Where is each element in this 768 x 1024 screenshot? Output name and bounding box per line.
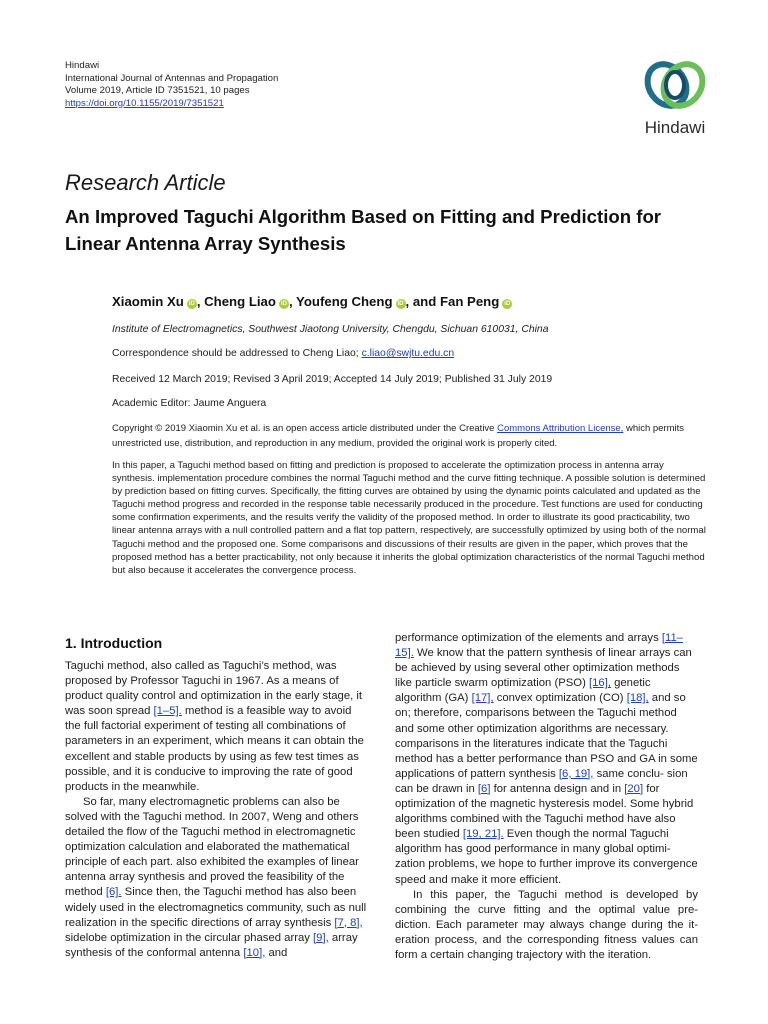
author-list <box>112 294 512 309</box>
abstract: In this paper, a Taguchi method based on fitting and prediction is proposed to accelerate the optimization process in antenna array synthesis. implementation procedure combines the normal Taguchi method and the curve fitting technique. A possible solution is determined by prediction based on fitting curves. Specifically, the fitting curves are obtained by using the dynamic points calculated and updated as the Taguchi method progress and recorded in the response table necessarily produced in the procedure. Test functions are used for conducting some confirmation experiments, and the results verify the validity of the proposed method. In order to illustrate its good practicability, two linear antenna arrays with a null controlled pattern and a flat top pattern, respectively, are successfully optimized by using both of the normal Taguchi method and the proposed one. Some comparisons and discussions of their results are given in the paper, which proves that the proposed method has a better practicability, not only because it inherits the global optimization characteristics of the normal Taguchi method but also because it accelerates the convergence process. <box>112 460 706 576</box>
paragraph-text: performance optimization of the elements and arrays <box>395 632 662 644</box>
author-name[interactable]: Cheng Liao <box>204 294 276 309</box>
author-name[interactable]: Fan Peng <box>439 294 500 309</box>
paragraph-text: genetic algorithm (GA) <box>395 677 651 705</box>
publisher-name: Hindawi <box>65 60 100 71</box>
author-separator: , <box>196 294 205 309</box>
author-name[interactable]: Youfeng Cheng <box>296 294 393 309</box>
paragraph-text: convex optimization (CO) <box>493 692 627 705</box>
hindawi-rings-logo-icon <box>635 56 715 112</box>
correspondence <box>112 348 454 359</box>
article-type: Research Article <box>65 170 226 195</box>
section-heading: 1. Introduction <box>65 635 163 651</box>
citation-link[interactable]: [7, 8], <box>334 916 363 929</box>
publication-dates: Received 12 March 2019; Revised 3 April 2019; Accepted 14 July 2019; Published 31 July 2019 <box>112 374 553 385</box>
journal-name: International Journal of Antennas and Propagation <box>65 72 279 84</box>
paragraph-text: We know that the pattern synthesis of linear arrays can be achieved by using several other optimization methods like particle swarm optimization (PSO) <box>395 647 692 690</box>
copyright-text-end: which permits unrestricted use, distribution, and reproduction in any medium, provided the original work is properly cited. <box>112 423 685 449</box>
academic-editor: Academic Editor: Jaume Anguera <box>112 398 267 409</box>
citation-link[interactable]: [11–15]. <box>395 632 684 660</box>
left-column <box>65 659 368 961</box>
paragraph-text: for antenna design and in <box>490 782 625 795</box>
intro-paragraph-3 <box>395 631 698 888</box>
paragraph-text: Even though the normal Taguchi algorithm has good performance in many global optimi- zation problems, we hope to further improve its convergence speed and make it more efficient. <box>395 828 698 886</box>
orcid-icon[interactable]: iD <box>188 301 195 307</box>
paragraph-text: same conclu- sion can be drawn in <box>395 767 688 795</box>
paragraph-text: array synthesis of the conformal antenna <box>65 931 358 959</box>
volume-info: Volume 2019, Article ID 7351521, 10 pages <box>65 85 250 96</box>
citation-link[interactable]: [18], <box>626 692 649 705</box>
orcid-icon[interactable]: iD <box>504 301 511 307</box>
logo-wordmark: Hindawi <box>644 118 706 137</box>
citation-link[interactable]: [20] <box>624 782 644 795</box>
hindawi-logo[interactable] <box>635 56 715 138</box>
citation-link[interactable]: [6] <box>477 782 491 795</box>
right-column <box>395 631 698 963</box>
correspondence-email-link[interactable]: c.liao@swjtu.edu.cn <box>361 348 455 359</box>
license-link[interactable]: Commons Attribution License, <box>497 423 624 434</box>
doi-link[interactable]: https://doi.org/10.1155/2019/7351521 <box>65 97 224 109</box>
citation-link[interactable]: [17], <box>471 692 494 705</box>
orcid-icon[interactable]: iD <box>280 301 287 307</box>
paragraph-text: method is a feasible way to avoid the full factorial experiment of testing all combinations of parameters in an experiment, which means it can obtain the excellent and stable products by using as few test times as possible, and it is conducive to improving the rate of good products in the meanwhile. <box>65 705 364 793</box>
correspondence-text: Correspondence should be addressed to Cheng Liao; <box>112 348 362 359</box>
paragraph-text: So far, many electromagnetic problems can also be solved with the Taguchi method. In 2007, Weng and others detailed the flow of the Taguchi method in electromagnetic optimization calculation and elaborated the mathematical principle of each part. also exhibited the examples of linear antenna array synthesis and proved the feasibility of the method <box>65 795 359 899</box>
paragraph-text: and <box>265 946 288 959</box>
author-separator: , and <box>405 294 440 309</box>
intro-paragraph-2 <box>65 795 368 961</box>
copyright-text: Copyright © 2019 Xiaomin Xu et al. is an open access article distributed under the Creative <box>112 423 498 434</box>
paper-title: An Improved Taguchi Algorithm Based on Fitting and Prediction for Linear Antenna Array Synthesis <box>65 206 662 254</box>
intro-paragraph-4: In this paper, the Taguchi method is developed by combining the curve fitting and the optimal value pre- diction. Each parameter may always change during the it-eration process, and the corresponding fitness values can form a certain changing trajectory with the iteration. <box>395 888 698 961</box>
citation-link[interactable]: [10], <box>243 946 266 959</box>
paragraph-text: for optimization of the magnetic hysteresis model. Some hybrid algorithms combined with the Taguchi method have also been studied <box>395 782 694 841</box>
journal-masthead <box>65 60 278 110</box>
citation-link[interactable]: [16], <box>588 677 611 690</box>
paragraph-text: sidelobe optimization in the circular phased array <box>65 931 314 944</box>
paragraph-text: Taguchi method, also called as Taguchi’s method, was proposed by Professor Taguchi in 1967. As a means of product quality control and optimization in the early stage, it was soon spread <box>65 660 363 718</box>
intro-paragraph-1 <box>65 659 368 795</box>
citation-link[interactable]: [19, 21]. <box>462 828 504 841</box>
copyright-notice <box>112 421 708 451</box>
citation-link[interactable]: [6, 19], <box>558 767 594 780</box>
author-separator: , <box>288 294 297 309</box>
orcid-icon[interactable]: iD <box>397 301 404 307</box>
paragraph-text: Since then, the Taguchi method has also been widely used in the electromagnetics community, such as null realization in the specific directions of array synthesis <box>65 886 367 929</box>
author-name[interactable]: Xiaomin Xu <box>112 294 184 309</box>
citation-link[interactable]: [9], <box>313 931 329 944</box>
affiliation: Institute of Electromagnetics, Southwest Jiaotong University, Chengdu, Sichuan 610031, China <box>112 324 549 335</box>
paragraph-text: and so on; therefore, comparisons between the Taguchi method and some other optimization algorithms are necessary. comparisons in the literatures indicate that the Taguchi method has a better performance than PSO and GA in some applications of pattern synthesis <box>395 692 698 780</box>
citation-link[interactable]: [1–5]. <box>153 705 182 718</box>
citation-link[interactable]: [6]. <box>105 886 122 899</box>
